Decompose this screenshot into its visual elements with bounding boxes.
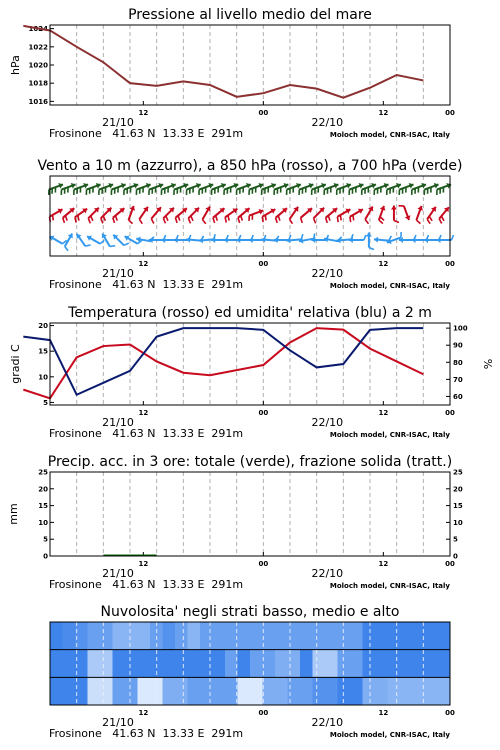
cloud-cell (238, 622, 251, 650)
barb-feather (191, 216, 193, 221)
wind-barb (416, 206, 423, 224)
barb-feather (85, 245, 90, 246)
y2-tick-label: 70 (453, 375, 463, 384)
cloud-cell (238, 677, 251, 705)
cloud-cell (88, 622, 101, 650)
x-tick-label: 00 (258, 709, 269, 717)
y-axis-right-4 (446, 469, 463, 561)
barb-feather (116, 216, 118, 221)
barb-feather (337, 217, 338, 222)
barb-feather (416, 220, 420, 224)
x-tick-label: 12 (138, 109, 149, 117)
wind-barb (326, 208, 337, 223)
barb-feather (65, 216, 67, 221)
wind-row-2 (50, 206, 449, 224)
wind-barb (350, 209, 363, 222)
cloud-cell (375, 677, 388, 705)
barb-feather (78, 215, 79, 220)
y2-tick-label: 80 (453, 358, 463, 367)
y-tick-label: 15 (38, 347, 48, 356)
x-tick-label: 00 (445, 560, 455, 568)
x-tick-label: 00 (258, 260, 269, 268)
cloud-cell (250, 677, 263, 705)
x-axis-2 (49, 260, 455, 291)
cloud-cell (400, 650, 413, 678)
cloud-cell (225, 622, 238, 650)
cloud-cell (375, 650, 388, 678)
cloud-cell (338, 650, 351, 678)
x-date-label: 22/10 (311, 716, 344, 729)
x-tick-label: 12 (378, 709, 389, 717)
cloud-cell (438, 650, 451, 678)
barb-head (174, 237, 178, 243)
model-credit: Moloch model, CNR-ISAC, Italy (329, 431, 450, 439)
cloud-cell (200, 677, 213, 705)
x-date-label: 21/10 (102, 716, 134, 729)
station-label: Frosinone 41.63 N 13.33 E 291m (49, 727, 244, 740)
barb-feather (241, 216, 243, 221)
barb-feather (53, 215, 54, 220)
cloud-cell (188, 622, 201, 650)
x-date-label: 21/10 (102, 416, 134, 429)
barb-head (286, 237, 290, 243)
cloud-cell (300, 622, 313, 650)
cloud-cell (313, 622, 326, 650)
station-label: Frosinone 41.63 N 13.33 E 291m (49, 127, 244, 140)
barb-feather (380, 217, 384, 221)
cloud-cell (200, 622, 213, 650)
cloud-cell (50, 677, 63, 705)
barb-feather (314, 218, 316, 223)
barb-head (437, 237, 441, 243)
wind-barb (249, 209, 263, 221)
barb-feather (202, 219, 205, 223)
plot-frame-4 (50, 472, 450, 556)
cloud-row-medio (50, 650, 451, 678)
wind-barb (437, 235, 454, 243)
barb-head (211, 237, 215, 243)
barb-feather (427, 219, 430, 224)
wind-barb (365, 207, 373, 224)
barb-feather (340, 215, 341, 220)
y-tick-label: 10 (38, 373, 48, 382)
barb-feather (441, 216, 444, 221)
y-tick-label: 15 (38, 502, 48, 511)
cloud-cell (213, 650, 226, 678)
grid-3 (77, 323, 424, 405)
cloud-cell (300, 650, 313, 678)
cloud-cell (88, 650, 101, 678)
cloud-cell (263, 622, 276, 650)
y-axis-right-3 (446, 325, 468, 401)
y-tick-label: 5 (43, 398, 48, 407)
barb-head (274, 237, 278, 243)
y-axis-title-3: gradi C (9, 344, 22, 384)
cloud-cell (100, 622, 113, 650)
cloud-cell (263, 677, 276, 705)
barb-feather (166, 216, 168, 221)
cloud-cell (388, 650, 401, 678)
cloud-cell (213, 677, 226, 705)
wind-barb (50, 209, 63, 222)
barb-head (324, 236, 328, 242)
wind-barb (391, 206, 399, 223)
barb-feather (139, 219, 142, 224)
y-tick-label: 1016 (28, 97, 48, 106)
barb-feather (350, 217, 351, 222)
wind-barb (439, 207, 449, 223)
model-credit: Moloch model, CNR-ISAC, Italy (329, 731, 450, 739)
wind-barb (88, 208, 99, 224)
y-tick-label: 20 (38, 322, 48, 331)
cloud-cell (200, 650, 213, 678)
x-tick-label: 12 (138, 560, 149, 568)
x-date-label: 21/10 (102, 567, 134, 580)
cloud-cell (163, 650, 176, 678)
barb-feather (91, 216, 93, 221)
barb-feather (216, 216, 218, 221)
cloud-cell (100, 650, 113, 678)
cloud-cell (138, 677, 151, 705)
x-axis-1 (49, 109, 455, 140)
cloud-cell (325, 622, 338, 650)
cloud-cell (350, 677, 363, 705)
cloud-cell (163, 622, 176, 650)
barb-feather (129, 220, 133, 224)
barb-feather (394, 221, 399, 223)
cloud-cell (225, 677, 238, 705)
barb-head (161, 237, 165, 243)
cloud-cell (63, 622, 76, 650)
pressure-line (23, 26, 423, 98)
cloud-cell (375, 622, 388, 650)
barb-feather (63, 218, 65, 223)
barb-head (224, 237, 228, 243)
y2-tick-label: 5 (453, 535, 458, 544)
cloud-cell (125, 677, 138, 705)
cloud-cell (350, 650, 363, 678)
cloud-cell (125, 650, 138, 678)
barb-feather (88, 218, 90, 223)
barb-feather (353, 215, 354, 220)
barb-head (349, 237, 353, 243)
cloud-cell (425, 622, 438, 650)
cloud-cell (138, 622, 151, 650)
x-tick-label: 00 (445, 260, 455, 268)
y-axis-title-4: mm (7, 503, 20, 525)
barb-feather (110, 246, 115, 247)
x-tick-label: 00 (258, 560, 269, 568)
cloud-cell (250, 650, 263, 678)
wind-row-3 (50, 232, 454, 251)
y2-axis-title-3: % (482, 358, 495, 370)
x-tick-label: 12 (138, 260, 149, 268)
wind-barb (213, 208, 224, 223)
barb-feather (163, 218, 165, 223)
cloud-cell (338, 677, 351, 705)
cloud-cell (113, 677, 126, 705)
wind-barb (399, 206, 411, 220)
cloud-cell (138, 650, 151, 678)
x-tick-label: 12 (138, 709, 149, 717)
model-credit: Moloch model, CNR-ISAC, Italy (329, 282, 450, 290)
cloud-cell (275, 677, 288, 705)
cloud-cell (100, 677, 113, 705)
wind-row-1 (49, 183, 451, 195)
x-tick-label: 00 (258, 109, 269, 117)
cloud-cell (288, 650, 301, 678)
y2-tick-label: 10 (453, 518, 463, 527)
station-label: Frosinone 41.63 N 13.33 E 291m (49, 578, 244, 591)
cloud-cell (275, 622, 288, 650)
x-axis-4 (49, 560, 455, 591)
wind-barb (301, 208, 312, 223)
x-tick-label: 00 (445, 409, 455, 417)
barb-feather (101, 218, 103, 223)
cloud-cell (425, 650, 438, 678)
y-tick-label: 1024 (28, 25, 48, 34)
barb-feather (228, 215, 229, 220)
wind-barb (199, 234, 215, 243)
wind-barb (337, 209, 350, 222)
wind-barb (276, 208, 287, 223)
cloud-cell (213, 622, 226, 650)
barb-feather (278, 216, 280, 221)
cloud-cell (88, 677, 101, 705)
wind-barb (63, 208, 74, 223)
y-tick-label: 10 (38, 518, 48, 527)
wind-barb (188, 208, 199, 224)
y2-tick-label: 90 (453, 341, 463, 350)
wind-barb (225, 209, 237, 223)
model-credit: Moloch model, CNR-ISAC, Italy (329, 131, 450, 139)
cloud-cell (438, 677, 451, 705)
plot-frame-1 (50, 25, 450, 105)
x-tick-label: 12 (378, 409, 389, 417)
cloud-cell (238, 650, 251, 678)
barb-feather (365, 219, 368, 223)
station-label: Frosinone 41.63 N 13.33 E 291m (49, 427, 244, 440)
x-date-label: 22/10 (311, 416, 344, 429)
model-credit: Moloch model, CNR-ISAC, Italy (329, 582, 450, 590)
y-tick-label: 25 (38, 468, 48, 477)
wind-barb (379, 206, 386, 224)
x-tick-label: 12 (378, 109, 389, 117)
y-tick-label: 5 (43, 535, 48, 544)
y-tick-label: 0 (43, 552, 48, 561)
wind-barb (387, 232, 401, 244)
barb-feather (75, 217, 76, 222)
cloud-cell (425, 677, 438, 705)
cloud-cell (363, 677, 376, 705)
chart-title-4: Precip. acc. in 3 ore: totale (verde), frazione solida (tratt.) (47, 454, 453, 470)
barb-feather (276, 218, 278, 223)
barb-head (249, 237, 253, 243)
cloud-cell (288, 622, 301, 650)
cloud-cell (163, 677, 176, 705)
y-axis-title-1: hPa (9, 55, 22, 75)
y-tick-label: 1022 (28, 43, 48, 52)
x-tick-label: 12 (378, 260, 389, 268)
cloud-cell (388, 622, 401, 650)
cloud-cell (275, 650, 288, 678)
cloud-cell (325, 677, 338, 705)
cloud-cell (363, 650, 376, 678)
cloud-cell (263, 650, 276, 678)
barb-head (374, 237, 378, 243)
x-date-label: 22/10 (311, 567, 344, 580)
wind-barb (238, 208, 249, 223)
grid-1 (77, 25, 424, 105)
barb-feather (188, 218, 190, 223)
plot-frame-3 (50, 323, 450, 405)
barb-feather (65, 246, 68, 250)
y2-tick-label: 0 (453, 552, 458, 561)
barb-feather (124, 243, 129, 245)
y-axis-left-4 (38, 469, 54, 561)
wind-barb (101, 208, 112, 224)
cloud-cell (188, 650, 201, 678)
wind-barb (437, 183, 451, 195)
cloud-cell (325, 650, 338, 678)
cloud-cell (400, 677, 413, 705)
barb-head (199, 237, 203, 243)
cloud-cell (313, 650, 326, 678)
cloud-cell (313, 677, 326, 705)
cloud-cell (438, 622, 451, 650)
barb-feather (265, 215, 266, 220)
humidity-line (23, 328, 423, 395)
barb-feather (262, 217, 263, 222)
y2-tick-label: 100 (453, 324, 468, 333)
grid-4 (77, 472, 424, 556)
barb-feather (225, 217, 226, 222)
x-axis-3 (49, 409, 455, 440)
cloud-cell (113, 650, 126, 678)
x-date-label: 22/10 (311, 267, 344, 280)
x-tick-label: 12 (138, 409, 149, 417)
y-tick-label: 1020 (28, 61, 48, 70)
x-date-label: 21/10 (102, 116, 134, 129)
y2-tick-label: 60 (453, 392, 463, 401)
wind-barb (163, 208, 174, 224)
wind-barb (50, 236, 67, 244)
barb-feather (175, 218, 177, 223)
barb-feather (151, 219, 154, 224)
chart-title-5: Nuvolosita' negli strati basso, medio e alto (100, 604, 400, 620)
cloud-row-alto (50, 622, 451, 650)
wind-barb (336, 234, 352, 243)
wind-barb (175, 208, 186, 223)
chart-title-3: Temperatura (rosso) ed umidita' relativa (blu) a 2 m (68, 305, 432, 321)
barb-feather (379, 220, 383, 224)
cloud-cell (188, 677, 201, 705)
wind-barb (139, 207, 148, 224)
chart-title-1: Pressione al livello medio del mare (128, 7, 372, 23)
barb-feather (452, 235, 454, 240)
y2-tick-label: 15 (453, 502, 463, 511)
barb-feather (213, 218, 215, 223)
x-tick-label: 00 (258, 409, 269, 417)
wind-barb (202, 207, 210, 224)
barb-feather (301, 218, 303, 223)
y2-tick-label: 25 (453, 468, 463, 477)
wind-barb (427, 207, 436, 224)
cloud-cell (175, 622, 188, 650)
y-tick-label: 20 (38, 485, 48, 494)
cloud-cell (363, 622, 376, 650)
barb-feather (113, 218, 115, 223)
cloud-cell (50, 622, 63, 650)
station-label: Frosinone 41.63 N 13.33 E 291m (49, 278, 244, 291)
cloud-cell (288, 677, 301, 705)
cloud-cell (50, 650, 63, 678)
cloud-cell (400, 622, 413, 650)
cloud-cell (125, 622, 138, 650)
barb-feather (178, 216, 180, 221)
cloud-cell (175, 677, 188, 705)
barb-head (411, 237, 415, 243)
wind-barb (262, 209, 275, 222)
wind-barb (113, 208, 124, 223)
cloud-cell (175, 650, 188, 678)
barb-head (336, 237, 340, 243)
cloud-cell (250, 622, 263, 650)
barb-feather (326, 218, 328, 223)
barb-feather (238, 218, 240, 223)
y-tick-label: 1018 (28, 79, 48, 88)
barb-feather (364, 235, 366, 240)
cloud-cell (338, 622, 351, 650)
wind-barb (151, 207, 161, 223)
wind-barb (87, 236, 104, 244)
barb-head (424, 237, 428, 243)
wind-barb (65, 234, 73, 251)
wind-barb (129, 206, 136, 224)
wind-barb (77, 234, 91, 246)
y2-tick-label: 20 (453, 485, 463, 494)
cloud-cell (225, 650, 238, 678)
cloud-row-basso (50, 677, 451, 705)
cloud-cell (350, 622, 363, 650)
barb-feather (429, 216, 432, 221)
x-tick-label: 00 (445, 709, 455, 717)
barb-head (366, 233, 372, 237)
x-tick-label: 00 (445, 109, 455, 117)
wind-barb (290, 207, 299, 224)
x-tick-label: 12 (378, 560, 389, 568)
wind-barb (314, 208, 325, 224)
barb-feather (439, 219, 442, 224)
cloud-cell (63, 650, 76, 678)
wind-barb (366, 233, 374, 250)
cloud-cell (113, 622, 126, 650)
cloud-cell (388, 677, 401, 705)
wind-barb (349, 235, 366, 243)
cloud-cell (300, 677, 313, 705)
chart-title-2: Vento a 10 m (azzurro), a 850 hPa (rosso), a 700 hPa (verde) (37, 158, 463, 174)
barb-feather (328, 216, 330, 221)
x-date-label: 22/10 (311, 116, 344, 129)
cloud-cell (63, 677, 76, 705)
x-axis-5 (49, 709, 455, 740)
barb-head (186, 237, 190, 243)
barb-head (391, 206, 397, 210)
x-date-label: 21/10 (102, 267, 134, 280)
